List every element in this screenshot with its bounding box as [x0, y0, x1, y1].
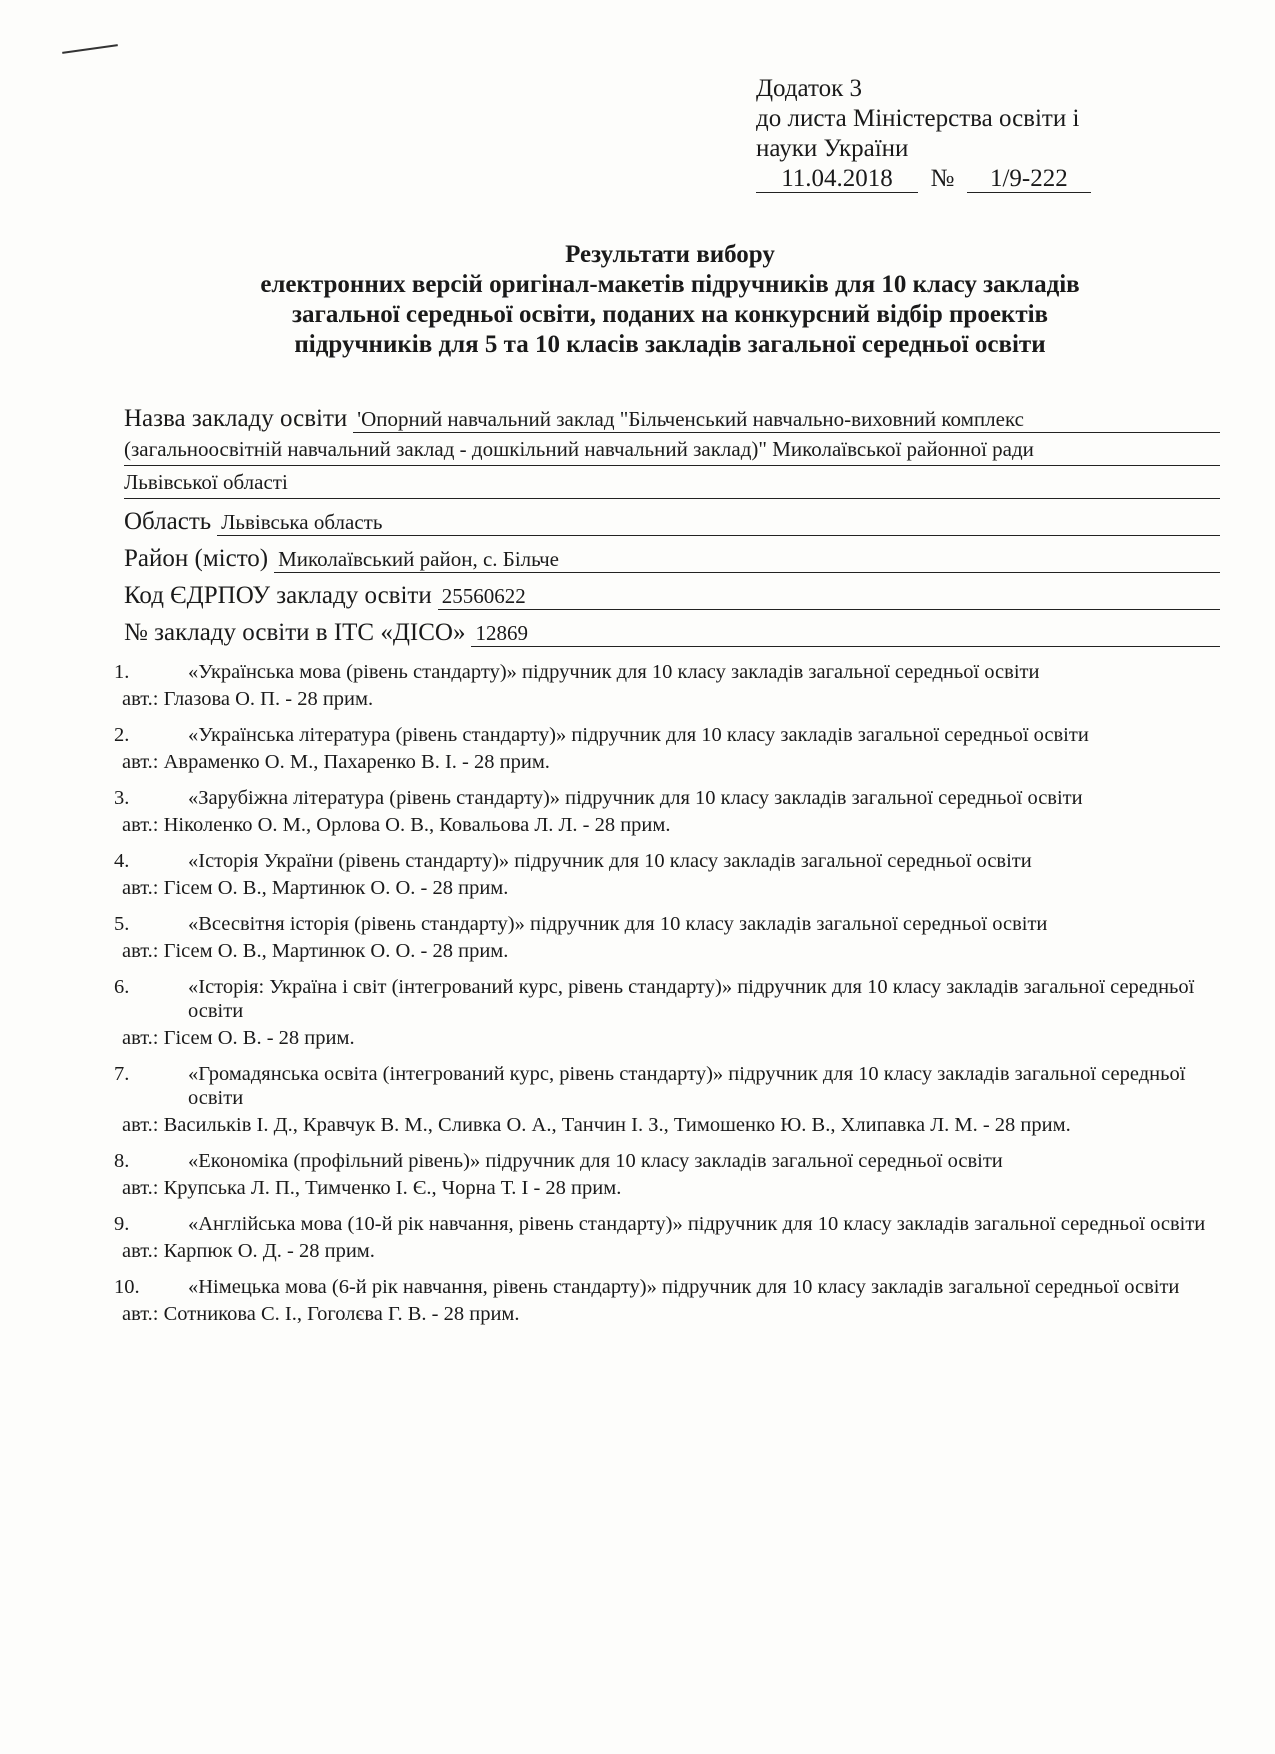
item-number: 7.	[114, 1063, 130, 1085]
school-name-row	[124, 396, 1220, 433]
list-item	[100, 975, 1230, 1050]
edrpou-label: Код ЄДРПОУ закладу освіти	[124, 582, 432, 609]
item-title: «Історія: Україна і світ (інтегрований курс, рівень стандарту)» підручник для 10 класу закладів загальної середньої освіти	[188, 976, 1195, 1022]
letter-number: 1/9-222	[967, 166, 1091, 193]
item-authors: авт.: Крупська Л. П., Тимченко І. Є., Чорна Т. І - 28 прим.	[122, 1177, 622, 1199]
document-title	[120, 240, 1220, 360]
item-number: 4.	[114, 850, 130, 872]
its-value: 12869	[471, 620, 1220, 647]
item-title: «Громадянська освіта (інтегрований курс, рівень стандарту)» підручник для 10 класу закладів загальної середньої освіти	[188, 1063, 1186, 1109]
its-row	[124, 610, 1220, 647]
item-authors: авт.: Гісем О. В., Мартинюк О. О. - 28 прим.	[122, 877, 509, 899]
list-item	[100, 723, 1230, 774]
its-label: № закладу освіти в ІТС «ДІСО»	[124, 619, 466, 646]
title-line-4: підручників для 5 та 10 класів закладів загальної середньої освіти	[294, 331, 1046, 358]
item-title: «Українська мова (рівень стандарту)» підручник для 10 класу закладів загальної середньої освіти	[188, 661, 1040, 683]
item-authors: авт.: Гісем О. В., Мартинюк О. О. - 28 прим.	[122, 940, 509, 962]
item-number: 6.	[114, 976, 130, 998]
list-item	[100, 849, 1230, 900]
item-authors: авт.: Васильків І. Д., Кравчук В. М., Сливка О. А., Танчин І. З., Тимошенко Ю. В., Хлипавка Л. М. - 28 прим.	[122, 1114, 1071, 1136]
appendix-line-2: до листа Міністерства освіти і	[756, 105, 1080, 132]
appendix-line-3: науки України	[756, 135, 909, 162]
item-authors: авт.: Ніколенко О. М., Орлова О. В., Ковальова Л. Л. - 28 прим.	[122, 814, 671, 836]
item-title: «Всесвітня історія (рівень стандарту)» підручник для 10 класу закладів загальної середньої освіти	[188, 913, 1048, 935]
edrpou-value: 25560622	[438, 583, 1220, 610]
item-authors: авт.: Карпюк О. Д. - 28 прим.	[122, 1240, 375, 1262]
item-authors: авт.: Глазова О. П. - 28 прим.	[122, 688, 374, 710]
school-info	[124, 396, 1220, 647]
region-label: Область	[124, 508, 212, 535]
list-item	[100, 1212, 1230, 1263]
school-name-line-2: (загальноосвітній навчальний заклад - дошкільний навчальний заклад)" Миколаївської районної ради	[124, 433, 1220, 466]
item-title: «Українська література (рівень стандарту)» підручник для 10 класу закладів загальної середньої освіти	[188, 724, 1089, 746]
item-number: 1.	[114, 661, 130, 683]
item-number: 9.	[114, 1213, 130, 1235]
list-item	[100, 1062, 1230, 1137]
school-name-continued	[124, 433, 1220, 499]
list-item	[100, 1149, 1230, 1200]
item-title: «Англійська мова (10-й рік навчання, рівень стандарту)» підручник для 10 класу закладів загальної середньої освіти	[188, 1213, 1206, 1235]
list-item	[100, 786, 1230, 837]
appendix-line-1: Додаток 3	[756, 75, 862, 102]
textbook-list	[100, 660, 1230, 1338]
item-authors: авт.: Сотникова С. І., Гоголєва Г. В. - 28 прим.	[122, 1303, 520, 1325]
item-title: «Німецька мова (6-й рік навчання, рівень стандарту)» підручник для 10 класу закладів загальної середньої освіти	[188, 1276, 1180, 1298]
region-row	[124, 499, 1220, 536]
number-sign: №	[930, 165, 955, 192]
district-row	[124, 536, 1220, 573]
item-number: 2.	[114, 724, 130, 746]
school-name-line-3: Львівської області	[124, 466, 1220, 499]
item-title: «Економіка (профільний рівень)» підручник для 10 класу закладів загальної середньої освіти	[188, 1150, 1003, 1172]
appendix-line-4	[756, 164, 1216, 194]
item-authors: авт.: Авраменко О. М., Пахаренко В. І. - 28 прим.	[122, 751, 550, 773]
district-label: Район (місто)	[124, 545, 269, 572]
list-item	[100, 912, 1230, 963]
school-name-label: Назва закладу освіти	[124, 405, 348, 432]
region-value: Львівська область	[217, 509, 1220, 536]
item-number: 3.	[114, 787, 130, 809]
item-authors: авт.: Гісем О. В. - 28 прим.	[122, 1027, 355, 1049]
district-value: Миколаївський район, с. Більче	[274, 546, 1220, 573]
item-number: 10.	[114, 1276, 140, 1298]
list-item	[100, 1275, 1230, 1326]
school-name-line-1: 'Опорний навчальний заклад "Більченський навчально-виховний комплекс	[353, 406, 1220, 433]
item-number: 8.	[114, 1150, 130, 1172]
title-line-2: електронних версій оригінал-макетів підручників для 10 класу закладів	[260, 271, 1080, 298]
title-line-3: загальної середньої освіти, поданих на конкурсний відбір проектів	[291, 301, 1049, 328]
scan-pen-mark	[62, 44, 118, 54]
appendix-header	[756, 74, 1216, 194]
item-title: «Зарубіжна література (рівень стандарту)» підручник для 10 класу закладів загальної середньої освіти	[188, 787, 1083, 809]
item-number: 5.	[114, 913, 130, 935]
item-title: «Історія України (рівень стандарту)» підручник для 10 класу закладів загальної середньої освіти	[188, 850, 1032, 872]
title-line-1: Результати вибору	[565, 241, 775, 268]
letter-date: 11.04.2018	[756, 166, 918, 193]
list-item	[100, 660, 1230, 711]
edrpou-row	[124, 573, 1220, 610]
